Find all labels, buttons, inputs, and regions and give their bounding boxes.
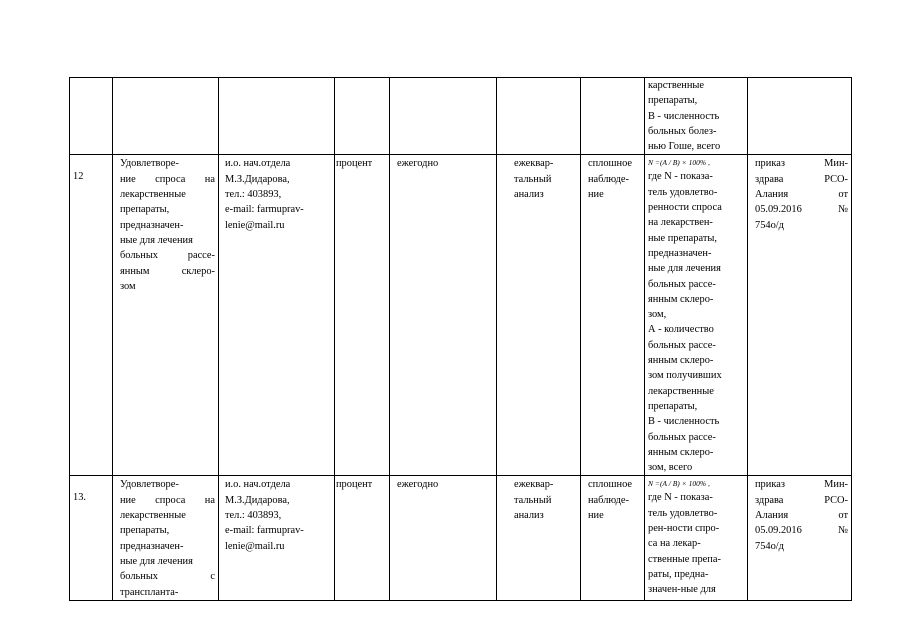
- text-line: здрава РСО-: [755, 173, 848, 185]
- text-line: тель удовлетво-: [648, 186, 718, 198]
- text-line: рен-ности спро-: [648, 523, 720, 535]
- formula: N =(A / B) × 100% ,: [648, 158, 710, 168]
- text-line: ственные препа-: [648, 553, 721, 565]
- unit: процент: [335, 155, 390, 476]
- collection-method: [497, 155, 581, 476]
- text-line: ние спроса на: [120, 173, 215, 185]
- text-line: ные препараты,: [648, 232, 717, 244]
- source-document: [748, 155, 852, 476]
- text-line: Удовлетворе-: [120, 158, 179, 170]
- text-line: зом: [120, 280, 136, 292]
- observation-type: [581, 476, 645, 600]
- text-line: 05.09.2016 №: [755, 525, 848, 537]
- text-line: транспланта-: [120, 586, 179, 598]
- text-line: тальный: [514, 173, 552, 185]
- responsible-person: [219, 476, 335, 600]
- unit: процент: [335, 476, 390, 600]
- text-line: и.о. нач.отдела: [225, 479, 291, 491]
- text-line: нью Гоше, всего: [648, 141, 721, 153]
- text-line: карственные: [648, 80, 705, 91]
- cell-observation: [581, 78, 645, 155]
- text-line: больных рассе-: [120, 250, 215, 262]
- text-line: лекарственные: [120, 510, 186, 522]
- text-line: М.З.Дидарова,: [225, 173, 290, 185]
- text-line: зом,: [648, 309, 667, 321]
- table-row: [70, 155, 852, 476]
- text-line: Алания от: [755, 189, 848, 201]
- text-line: препараты,: [120, 204, 170, 216]
- text-line: предназначен-: [120, 219, 184, 231]
- observation-type: [581, 155, 645, 476]
- source-document: [748, 476, 852, 600]
- periodicity: ежегодно: [390, 155, 497, 476]
- text-line: янным склеро-: [648, 446, 714, 458]
- text-line: где N - показа-: [648, 492, 713, 504]
- cell-name: [113, 78, 219, 155]
- text-line: янным склеро-: [120, 265, 215, 277]
- text-line: ние: [588, 510, 604, 522]
- text-line: здрава РСО-: [755, 494, 848, 506]
- text-line: сплошное: [588, 158, 633, 170]
- text-line: В - численность: [648, 416, 720, 428]
- text-line: В - численность: [648, 110, 720, 122]
- text-line: больных болез-: [648, 125, 717, 137]
- text-line: на лекарствен-: [648, 217, 713, 229]
- text-line: приказ Мин-: [755, 479, 848, 491]
- text-line: анализ: [514, 510, 544, 522]
- text-line: ежеквар-: [514, 158, 554, 170]
- indicator-name: [113, 155, 219, 476]
- text-line: сплошное: [588, 479, 633, 491]
- indicator-name: [113, 476, 219, 600]
- text-line: са на лекар-: [648, 538, 701, 550]
- cell-unit: [335, 78, 390, 155]
- text-line: ежеквар-: [514, 479, 554, 491]
- text-line: Удовлетворе-: [120, 479, 179, 491]
- text-line: лекарственные: [120, 189, 186, 201]
- text-line: больных рассе-: [648, 339, 716, 351]
- cell-num: [70, 78, 113, 155]
- text-line: ние: [588, 189, 604, 201]
- row-number: 12: [70, 155, 113, 476]
- text-line: зом, всего: [648, 462, 693, 474]
- cell-method: [497, 78, 581, 155]
- text-line: А - количество: [648, 324, 714, 336]
- text-line: приказ Мин-: [755, 158, 848, 170]
- text-line: 754о/д: [755, 540, 784, 552]
- text-line: ные для лечения: [120, 555, 193, 567]
- text-line: препараты,: [648, 400, 698, 412]
- row-number: 13.: [70, 476, 113, 600]
- text-line: наблюде-: [588, 173, 629, 185]
- text-line: 05.09.2016 №: [755, 204, 848, 216]
- text-line: тель удовлетво-: [648, 507, 718, 519]
- text-line: больных рассе-: [648, 431, 716, 443]
- calculation-description: [645, 155, 748, 476]
- text-line: янным склеро-: [648, 293, 714, 305]
- text-line: где N - показа-: [648, 171, 713, 183]
- text-line: lenie@mail.ru: [225, 540, 285, 552]
- text-line: ние спроса на: [120, 494, 215, 506]
- text-line: наблюде-: [588, 494, 629, 506]
- responsible-person: [219, 155, 335, 476]
- text-line: больных рассе-: [648, 278, 716, 290]
- collection-method: [497, 476, 581, 600]
- text-line: e-mail: farmuprav-: [225, 204, 304, 216]
- text-line: предназначен-: [648, 247, 712, 259]
- text-line: больных с: [120, 571, 215, 583]
- text-line: янным склеро-: [648, 355, 714, 367]
- text-line: и.о. нач.отдела: [225, 158, 291, 170]
- calculation-description: [645, 476, 748, 600]
- text-line: lenie@mail.ru: [225, 219, 285, 231]
- indicator-table: [69, 77, 852, 601]
- text-line: e-mail: farmuprav-: [225, 525, 304, 537]
- text-line: 754о/д: [755, 219, 784, 231]
- text-line: раты, предна-: [648, 568, 709, 580]
- formula: N =(A / B) × 100% ,: [648, 479, 710, 489]
- cell-responsible: [219, 78, 335, 155]
- table-row: [70, 476, 852, 600]
- periodicity: ежегодно: [390, 476, 497, 600]
- text-line: зом получивших: [648, 370, 722, 382]
- text-line: М.З.Дидарова,: [225, 494, 290, 506]
- cell-source: [748, 78, 852, 155]
- text-line: ренности спроса: [648, 202, 722, 214]
- text-line: предназначен-: [120, 540, 184, 552]
- text-line: препараты,: [120, 525, 170, 537]
- text-line: ные для лечения: [120, 234, 193, 246]
- text-line: Алания от: [755, 510, 848, 522]
- text-line: тел.: 403893,: [225, 189, 282, 201]
- table-row-continuation: [70, 78, 852, 155]
- text-line: значен-ные для: [648, 584, 716, 596]
- text-line: ные для лечения: [648, 263, 721, 275]
- text-line: анализ: [514, 189, 544, 201]
- text-line: тальный: [514, 494, 552, 506]
- cell-period: [390, 78, 497, 155]
- text-line: тел.: 403893,: [225, 510, 282, 522]
- text-line: лекарственные: [648, 385, 714, 397]
- cell-description: [645, 78, 748, 155]
- text-line: препараты,: [648, 95, 698, 107]
